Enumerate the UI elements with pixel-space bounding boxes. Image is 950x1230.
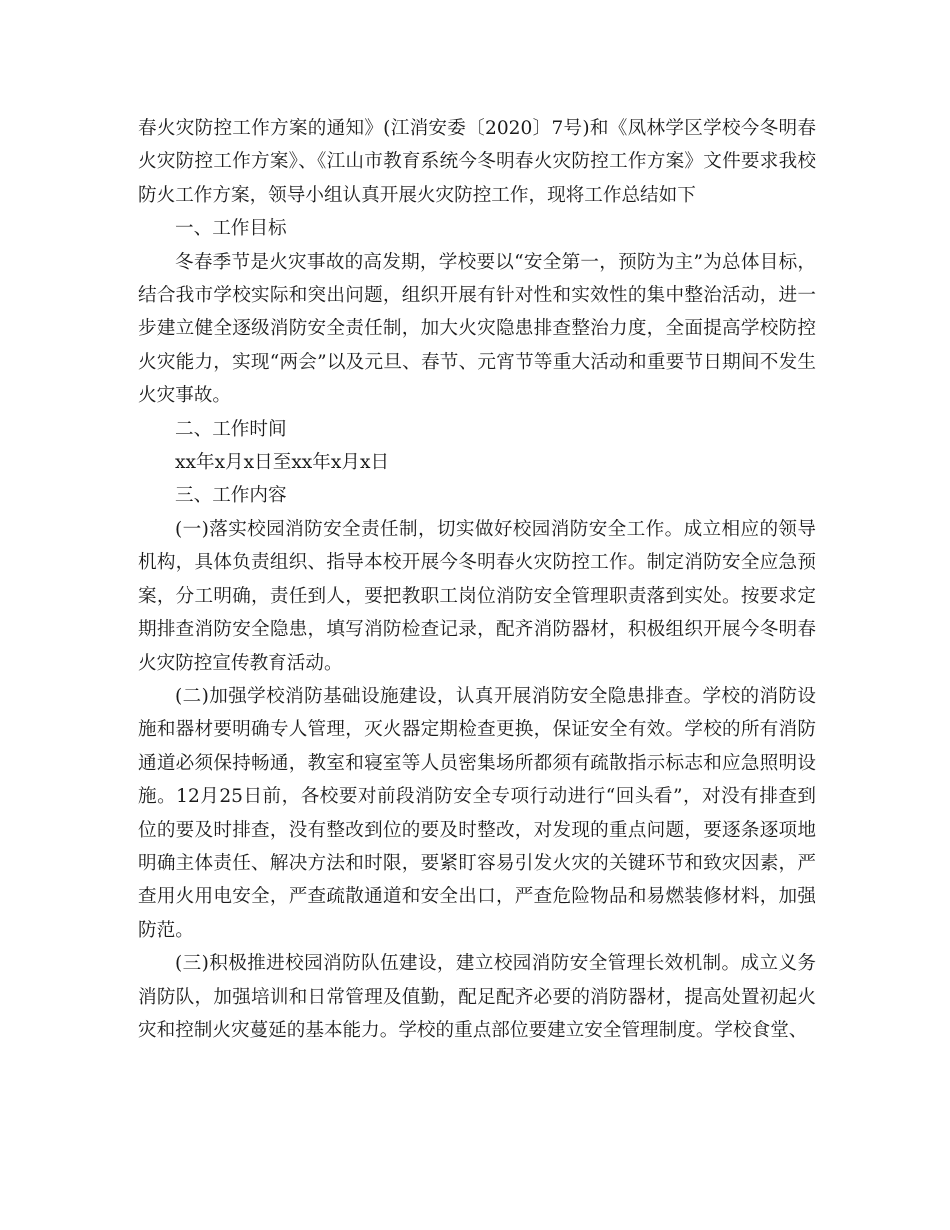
paragraph-intro-continuation: 春火灾防控工作方案的通知》(江消安委〔2020〕7号)和《凤林学区学校今冬明春火灾防控工作方案》、《江山市教育系统今冬明春火灾防控工作方案》文件要求我校防火工作方案，领导小组认真开展火灾防控工作，现将工作总结如下 (138, 118, 816, 206)
heading-work-goal: 一、工作目标 (175, 218, 287, 240)
paragraph-work-time: xx年x月x日至xx年x月x日 (175, 452, 390, 474)
paragraph-content-1: (一)落实校园消防安全责任制，切实做好校园消防安全工作。成立相应的领导机构，具体负责组织、指导本校开展今冬明春火灾防控工作。制定消防安全应急预案，分工明确，责任到人，要把教职工岗位消防安全管理职责落到实处。按要求定期排查消防安全隐患，填写消防检查记录，配齐消防器材，积极组织开展今冬明春火灾防控宣传教育活动。 (138, 518, 816, 674)
paragraph-content-2: (二)加强学校消防基础设施建设，认真开展消防安全隐患排查。学校的消防设施和器材要明确专人管理，灭火器定期检查更换，保证安全有效。学校的所有消防通道必须保持畅通，教室和寝室等人员密集场所都须有疏散指示标志和应急照明设施。12月25日前，各校要对前段消防安全专项行动进行“回头看”，对没有排查到位的要及时排查，没有整改到位的要及时整改，对发现的重点问题，要逐条逐项地明确主体责任、解决方法和时限，要紧盯容易引发火灾的关键环节和致灾因素，严查用火用电安全，严查疏散通道和安全出口，严查危险物品和易燃装修材料，加强防范。 (138, 685, 816, 941)
heading-work-content: 三、工作内容 (175, 485, 287, 507)
paragraph-work-goal: 冬春季节是火灾事故的高发期，学校要以“安全第一，预防为主”为总体目标，结合我市学校实际和突出问题，组织开展有针对性和实效性的集中整治活动，进一步建立健全逐级消防安全责任制，加大火灾隐患排查整治力度，全面提高学校防控火灾能力，实现“两会”以及元旦、春节、元宵节等重大活动和重要节日期间不发生火灾事故。 (138, 251, 816, 407)
paragraph-content-3: (三)积极推进校园消防队伍建设，建立校园消防安全管理长效机制。成立义务消防队，加强培训和日常管理及值勤，配足配齐必要的消防器材，提高处置初起火灾和控制火灾蔓延的基本能力。学校的重点部位要建立安全管理制度。学校食堂、 (138, 953, 816, 1041)
heading-work-time: 二、工作时间 (175, 418, 287, 440)
document-body (138, 112, 816, 1047)
